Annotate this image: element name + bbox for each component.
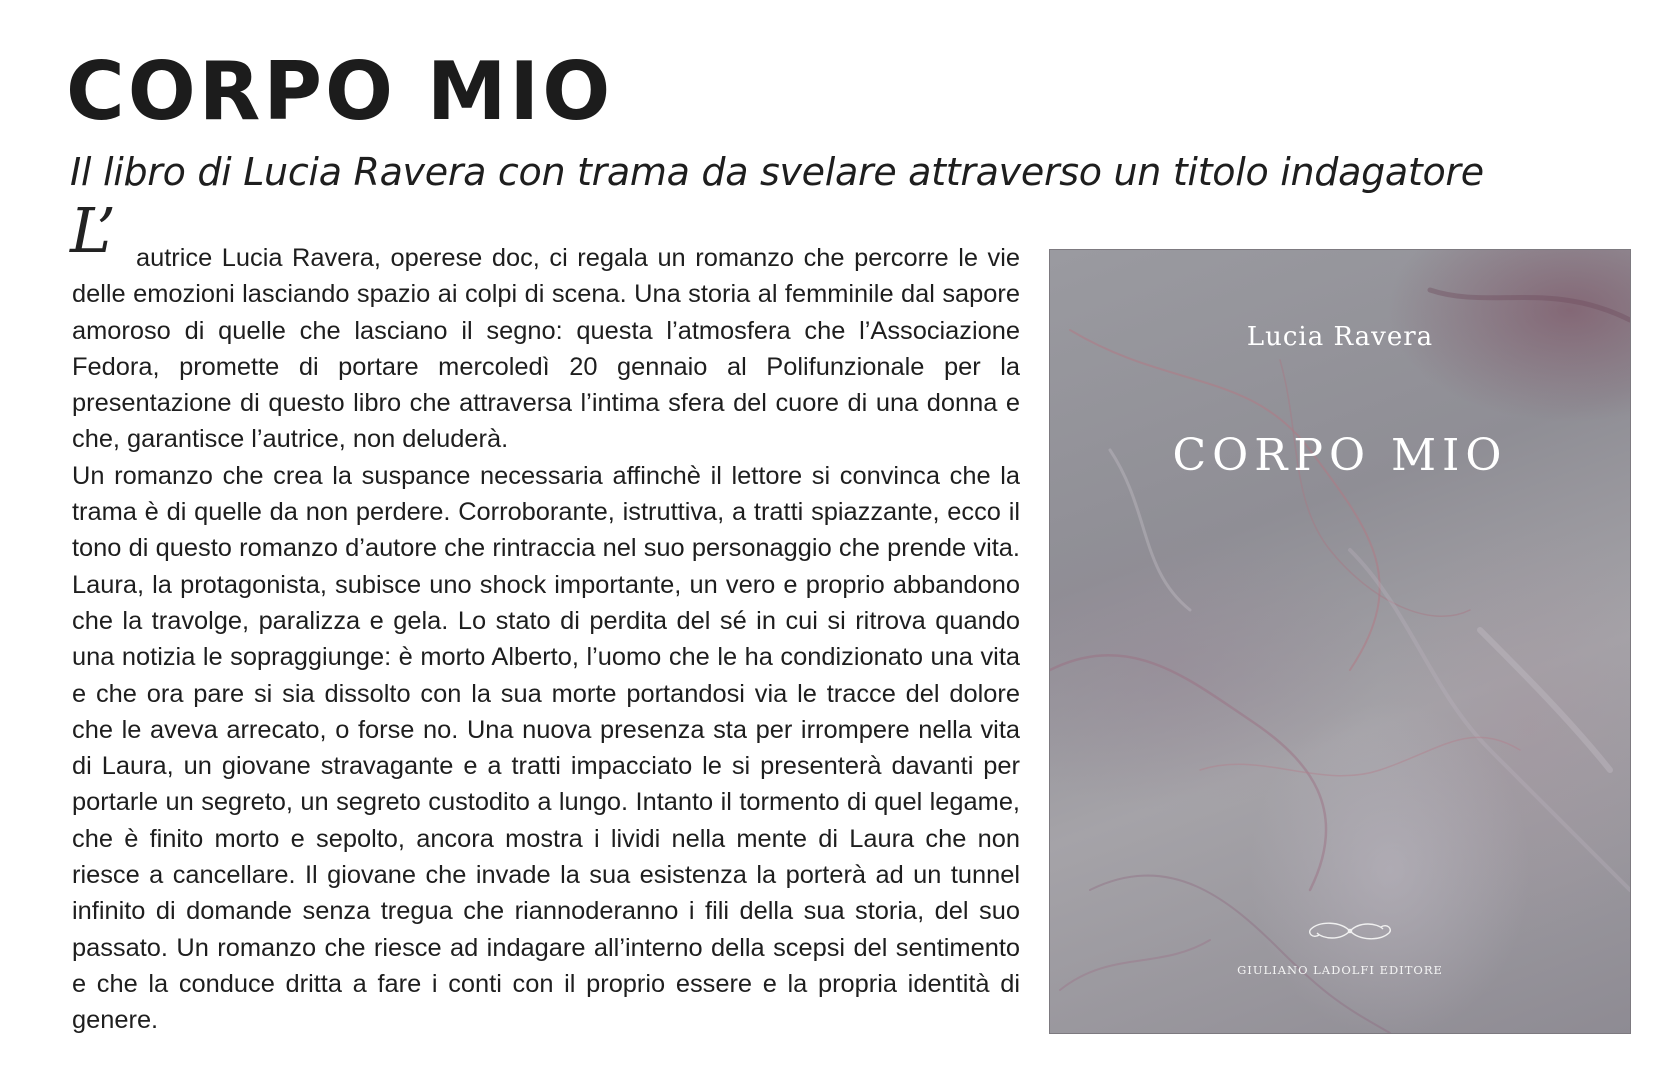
article-subtitle: Il libro di Lucia Ravera con trama da svelare attraverso un titolo indagatore	[70, 150, 1484, 194]
article-title: CORPO MIO	[66, 45, 614, 138]
cover-publisher: GIULIANO LADOLFI EDITORE	[1237, 963, 1443, 977]
book-cover-image	[1050, 250, 1630, 1033]
scroll-ornament-icon	[1305, 917, 1395, 945]
article-paragraph-2: Un romanzo che crea la suspance necessaria affinchè il lettore si convinca che la trama è di quelle da non perdere. Corroborante, istruttiva, a tratti spiazzante, ecco il tono di questo romanzo d’autore che rintraccia nel suo personaggio che prende vita. Laura, la protagonista, subisce uno shock importante, un vero e proprio abbandono che la travolge, paralizza e gela. Lo stato di perdita del sé in cui si ritrova quando una notizia le sopraggiunge: è morto Alberto, l’uomo che le ha condizionato una vita e che ora pare si sia dissolto con la sua morte portandosi via le tracce del dolore che le aveva arrecato, o forse no. Una nuova presenza sta per irrompere nella vita di Laura, un giovane stravagante e a tratti impacciato le si presenterà davanti per portarle un segreto, un segreto custodito a lungo. Intanto il tormento di quel legame, che è finito morto e sepolto, ancora mostra i lividi nella mente di Laura che non riesce a cancellare. Il giovane che invade la sua esistenza la porterà ad un tunnel infinito di domande senza tregua che riannoderanno i fili della sua storia, del suo passato. Un romanzo che riesce ad indagare all’interno della scepsi del sentimento e che la conduce dritta a fare i conti con il proprio essere e la propria identità di genere.	[72, 461, 1020, 1035]
cover-title: CORPO MIO	[1172, 430, 1508, 481]
article-paragraph-1: autrice Lucia Ravera, operese doc, ci regala un romanzo che percorre le vie delle emozioni lasciando spazio ai colpi di scena. Una storia al femminile dal sapore amoroso di quelle che lasciano il segno: questa l’atmosfera che l’Associazione Fedora, promette di portare mercoledì 20 gennaio al Polifunzionale per la presentazione di questo libro che attraversa l’intima sfera del cuore di una donna e che, garantisce l’autrice, non deluderà.	[72, 244, 1020, 454]
article-body	[72, 240, 1020, 1039]
cover-author: Lucia Ravera	[1246, 322, 1434, 352]
drop-cap: L’	[70, 194, 117, 267]
cover-marble-texture	[1050, 250, 1630, 1033]
